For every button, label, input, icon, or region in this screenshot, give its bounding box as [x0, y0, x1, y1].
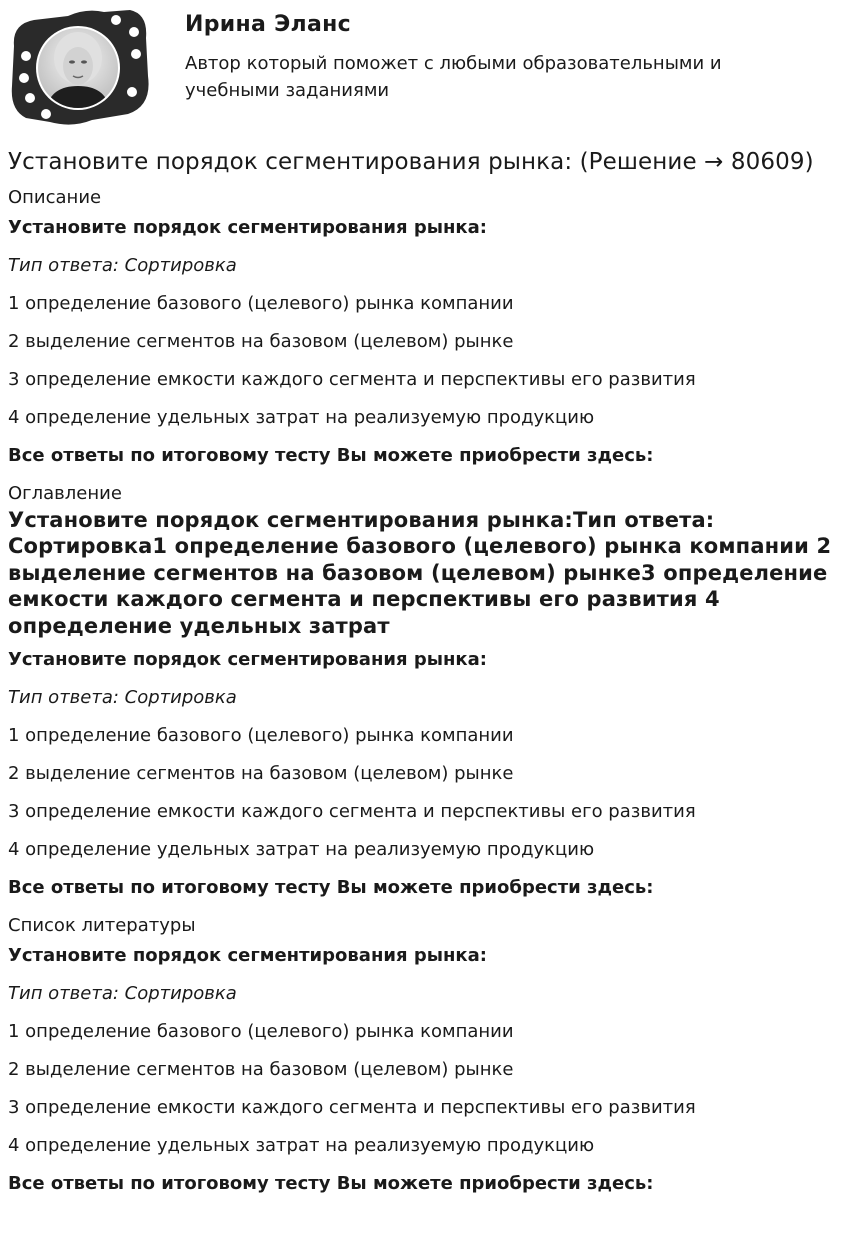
section-references: [8, 915, 844, 1195]
main-content: [8, 148, 844, 1211]
answer-type: Тип ответа: Сортировка: [8, 983, 237, 1005]
list-item: 3 определение емкости каждого сегмента и перспективы его развития: [8, 1097, 696, 1119]
answer-type: Тип ответа: Сортировка: [8, 687, 237, 709]
section-contents: [8, 483, 844, 899]
list-item: 1 определение базового (целевого) рынка компании: [8, 293, 514, 314]
section-label: Оглавление: [8, 483, 122, 504]
answer-type: Тип ответа: Сортировка: [8, 255, 237, 276]
section-description: [8, 187, 844, 467]
purchase-note: Все ответы по итоговому тесту Вы можете приобрести здесь:: [8, 877, 654, 899]
list-item: 3 определение емкости каждого сегмента и перспективы его развития: [8, 801, 696, 823]
question-text: Установите порядок сегментирования рынка:: [8, 945, 487, 967]
avatar: [6, 6, 152, 128]
list-item: 1 определение базового (целевого) рынка компании: [8, 725, 514, 747]
purchase-note: Все ответы по итоговому тесту Вы можете приобрести здесь:: [8, 445, 654, 466]
list-item: 3 определение емкости каждого сегмента и перспективы его развития: [8, 369, 696, 390]
avatar-film-frame-icon: [6, 6, 152, 128]
list-item: 4 определение удельных затрат на реализуемую продукцию: [8, 839, 595, 861]
list-item: 2 выделение сегментов на базовом (целевом) рынке: [8, 763, 514, 785]
list-item: 4 определение удельных затрат на реализуемую продукцию: [8, 407, 595, 428]
list-item: 1 определение базового (целевого) рынка компании: [8, 1021, 514, 1043]
purchase-note: Все ответы по итоговому тесту Вы можете приобрести здесь:: [8, 1173, 654, 1195]
list-item: 2 выделение сегментов на базовом (целевом) рынке: [8, 1059, 514, 1081]
author-name: Ирина Эланс: [185, 12, 351, 37]
page-title: Установите порядок сегментирования рынка: (Решение → 80609): [8, 149, 814, 175]
list-item: 4 определение удельных затрат на реализуемую продукцию: [8, 1135, 595, 1157]
question-text: Установите порядок сегментирования рынка:: [8, 217, 487, 238]
list-item: 2 выделение сегментов на базовом (целевом) рынке: [8, 331, 514, 352]
author-header: [0, 0, 847, 140]
question-text: Установите порядок сегментирования рынка:: [8, 649, 487, 671]
section-label: Описание: [8, 187, 102, 208]
contents-heading: Установите порядок сегментирования рынка:Тип ответа: Сортировка1 определение базового (целевого) рынка компании 2 выделение сегментов на базовом (целевом) рынке3 определение емкости каждого сегмента и перспективы его развития 4 определение удельных затрат: [8, 508, 832, 638]
author-bio: Автор который поможет с любыми образовательными и учебными заданиями: [185, 53, 722, 101]
section-label: Список литературы: [8, 915, 196, 937]
